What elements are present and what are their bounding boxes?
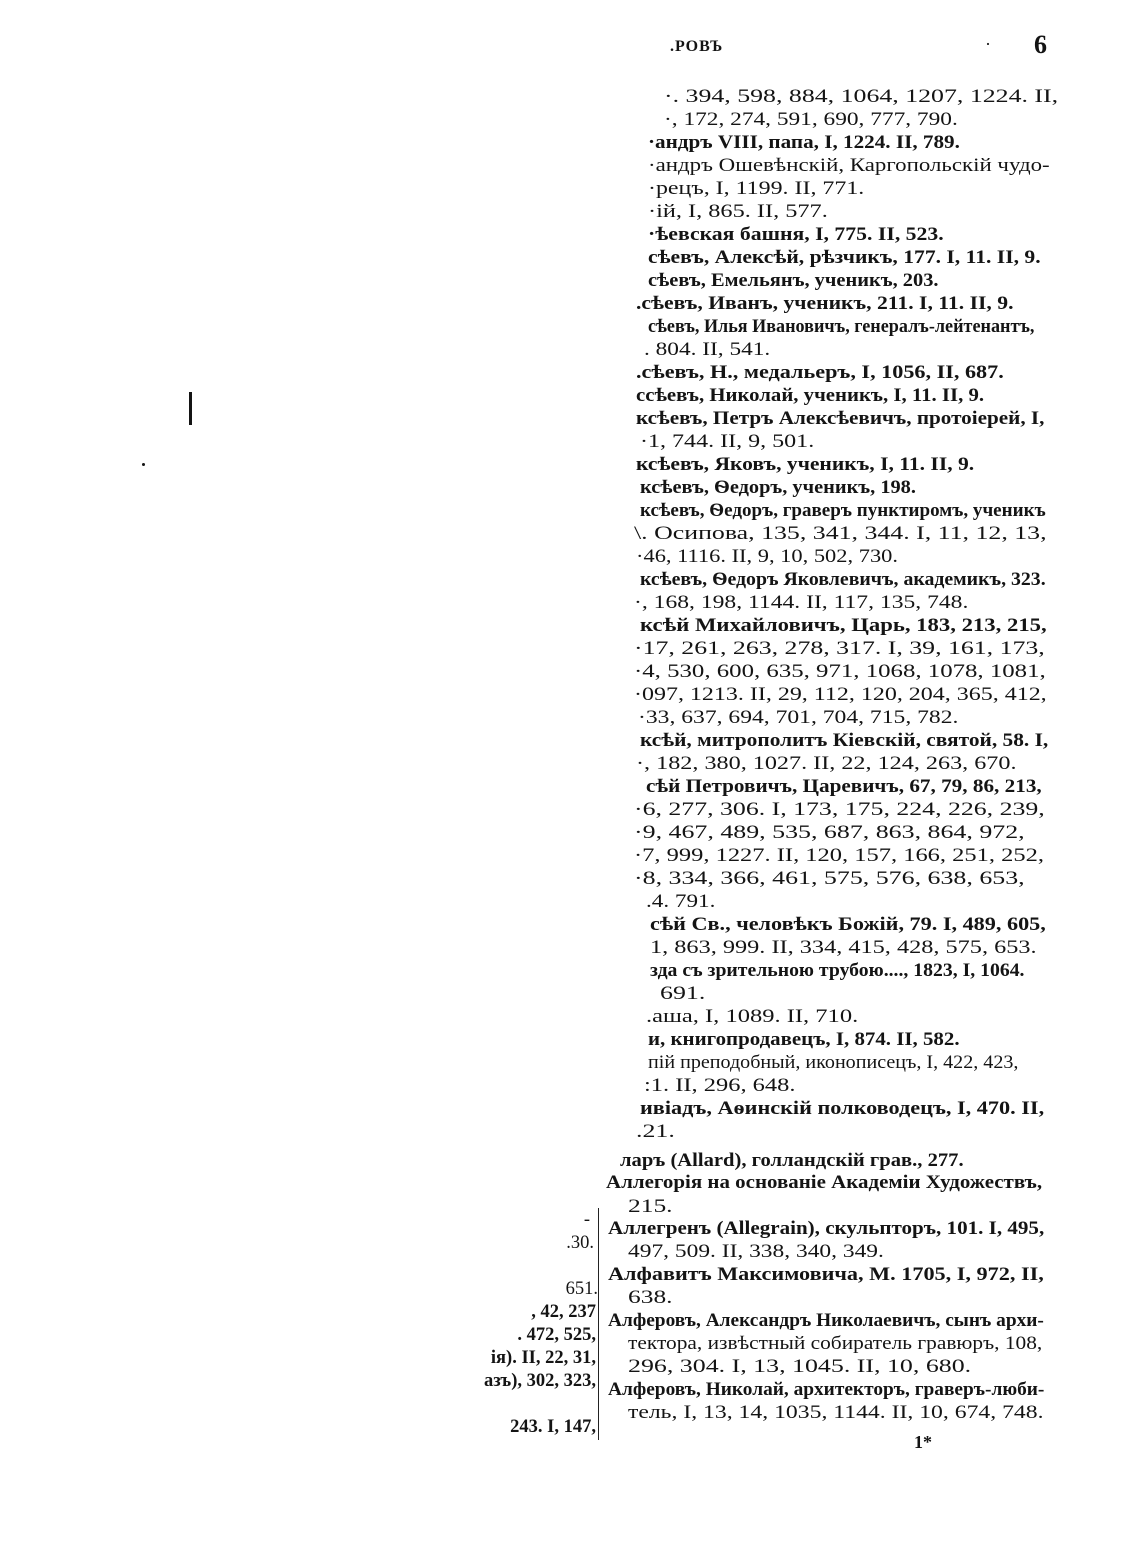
index-entry-line: 497, 509. II, 338, 340, 349. (628, 1242, 884, 1262)
index-entry-line: пій преподобный, иконописецъ, I, 422, 423, (648, 1053, 1019, 1073)
index-entry-line: ·6, 277, 306. I, 173, 175, 224, 226, 239, (634, 800, 1045, 820)
index-entry-line: .21. (636, 1122, 675, 1142)
index-entry-line: ксѣевъ, Яковъ, ученикъ, I, 11. II, 9. (636, 455, 975, 475)
index-entry-line: сѣй Петровичъ, Царевичъ, 67, 79, 86, 213, (646, 777, 1042, 797)
index-entry-line: ·097, 1213. II, 29, 112, 120, 204, 365, 412, (634, 685, 1047, 705)
index-entry-line: Алфавитъ Максимовича, М. 1705, I, 972, II, (608, 1265, 1044, 1285)
left-column-fragment: 243. I, 147, (510, 1417, 596, 1437)
index-entry-line: ·андръ VIII, папа, I, 1224. II, 789. (648, 133, 960, 153)
header-dot: · (985, 34, 991, 54)
index-entry-line: Аллегренъ (Allegrain), скульпторъ, 101. I, 495, (608, 1219, 1045, 1239)
index-entry-line: ·ій, I, 865. II, 577. (648, 202, 828, 222)
page-number: 6 (1034, 30, 1047, 59)
index-entry-line: ·. 394, 598, 884, 1064, 1207, 1224. II, (664, 87, 1059, 107)
index-entry-line: сѣевъ, Илья Ивановичъ, генералъ-лейтенантъ, (648, 317, 1035, 337)
index-entry-line: 638. (628, 1288, 673, 1308)
index-entry-line: ·7, 999, 1227. II, 120, 157, 166, 251, 252, (634, 846, 1044, 866)
left-column-fragment: . 472, 525, (517, 1325, 596, 1345)
left-column-fragment: .30. (566, 1233, 594, 1253)
index-entry-line: 1, 863, 999. II, 334, 415, 428, 575, 653. (650, 938, 1037, 958)
index-entry-line: .сѣевъ, Н., медальеръ, I, 1056, II, 687. (636, 363, 1004, 383)
index-entry-line: ·ѣевская башня, I, 775. II, 523. (648, 225, 944, 245)
index-entry-line: ·46, 1116. II, 9, 10, 502, 730. (636, 547, 898, 567)
index-entry-line: ·1, 744. II, 9, 501. (640, 432, 815, 452)
index-entry-line: тектора, извѣстный собиратель гравюръ, 108, (628, 1334, 1043, 1354)
index-entry-line: ·, 168, 198, 1144. II, 117, 135, 748. (634, 593, 969, 613)
index-entry-line: .4. 791. (646, 892, 716, 912)
index-entry-line: ларъ (Allard), голландскій грав., 277. (620, 1151, 964, 1171)
index-entry-line: .сѣевъ, Иванъ, ученикъ, 211. I, 11. II, 9. (636, 294, 1014, 314)
index-entry-line: ксѣевъ, Петръ Алексѣевичъ, протоіерей, I, (636, 409, 1045, 429)
left-column-fragment: - (583, 1210, 590, 1230)
index-entry-line: сѣевъ, Емельянъ, ученикъ, 203. (648, 271, 939, 291)
index-entry-line: Аллегорія на основаніе Академіи Художествъ, (606, 1173, 1043, 1193)
left-column-fragment: ія). II, 22, 31, (490, 1348, 596, 1368)
index-entry-line: и, книгопродавецъ, I, 874. II, 582. (648, 1030, 960, 1050)
index-entry-line: ксѣевъ, Ѳедоръ, граверъ пунктиромъ, ученикъ (640, 501, 1046, 521)
index-entry-line: ·андръ Ошевѣнскій, Каргопольскій чудо- (648, 156, 1050, 176)
index-entry-line: . 804. II, 541. (644, 340, 771, 360)
index-entry-line: ·4, 530, 600, 635, 971, 1068, 1078, 1081, (634, 662, 1046, 682)
left-column-fragment: азъ), 302, 323, (484, 1371, 596, 1391)
index-entry-line: ссѣевъ, Николай, ученикъ, I, 11. II, 9. (636, 386, 985, 406)
index-entry-line: 215. (628, 1197, 673, 1217)
index-entry-line: зда съ зрительною трубою...., 1823, I, 1064. (650, 961, 1025, 981)
index-entry-line: \. Осипова, 135, 341, 344. I, 11, 12, 13, (634, 524, 1047, 544)
index-entry-line: ·17, 261, 263, 278, 317. I, 39, 161, 173, (634, 639, 1045, 659)
index-entry-line: ·, 172, 274, 591, 690, 777, 790. (664, 110, 958, 130)
index-entry-line: ксѣевъ, Ѳедоръ, ученикъ, 198. (640, 478, 916, 498)
index-entry-line: сѣй Св., человѣкъ Божій, 79. I, 489, 605, (650, 915, 1046, 935)
index-entry-line: ·33, 637, 694, 701, 704, 715, 782. (638, 708, 959, 728)
index-entry-line: :1. II, 296, 648. (644, 1076, 796, 1096)
index-entry-line: 296, 304. I, 13, 1045. II, 10, 680. (628, 1357, 972, 1377)
column-divider (598, 1208, 599, 1440)
index-entry-line: ·рецъ, I, 1199. II, 771. (648, 179, 865, 199)
index-entry-line: ивіадъ, Аѳинскій полководецъ, I, 470. II, (640, 1099, 1045, 1119)
index-entry-line: ·9, 467, 489, 535, 687, 863, 864, 972, (634, 823, 1025, 843)
index-entry-line: Алферовъ, Александръ Николаевичъ, сынъ архи- (608, 1311, 1044, 1331)
index-entry-line: ·, 182, 380, 1027. II, 22, 124, 263, 670. (636, 754, 1017, 774)
index-entry-line: Алферовъ, Николай, архитекторъ, граверъ-люби- (608, 1380, 1045, 1400)
index-entry-line: сѣевъ, Алексѣй, рѣзчикъ, 177. I, 11. II, 9. (648, 248, 1041, 268)
index-entry-line: ксѣй Михайловичъ, Царь, 183, 213, 215, (640, 616, 1047, 636)
signature-mark: 1* (914, 1432, 932, 1452)
index-entry-line: тель, I, 13, 14, 1035, 1144. II, 10, 674, 748. (628, 1403, 1044, 1423)
left-column-fragment: 651. (565, 1279, 598, 1299)
index-entry-line: ксѣевъ, Ѳедоръ Яковлевичъ, академикъ, 323. (640, 570, 1046, 590)
left-column-fragment: , 42, 237 (531, 1302, 596, 1322)
index-entry-line: ксѣй, митрополитъ Кіевскій, святой, 58. I, (640, 731, 1049, 751)
index-entry-line: .аша, I, 1089. II, 710. (646, 1007, 859, 1027)
index-entry-line: 691. (660, 984, 706, 1004)
index-entry-line: ·8, 334, 366, 461, 575, 576, 638, 653, (634, 869, 1025, 889)
running-head: .РОВЪ (670, 38, 724, 55)
